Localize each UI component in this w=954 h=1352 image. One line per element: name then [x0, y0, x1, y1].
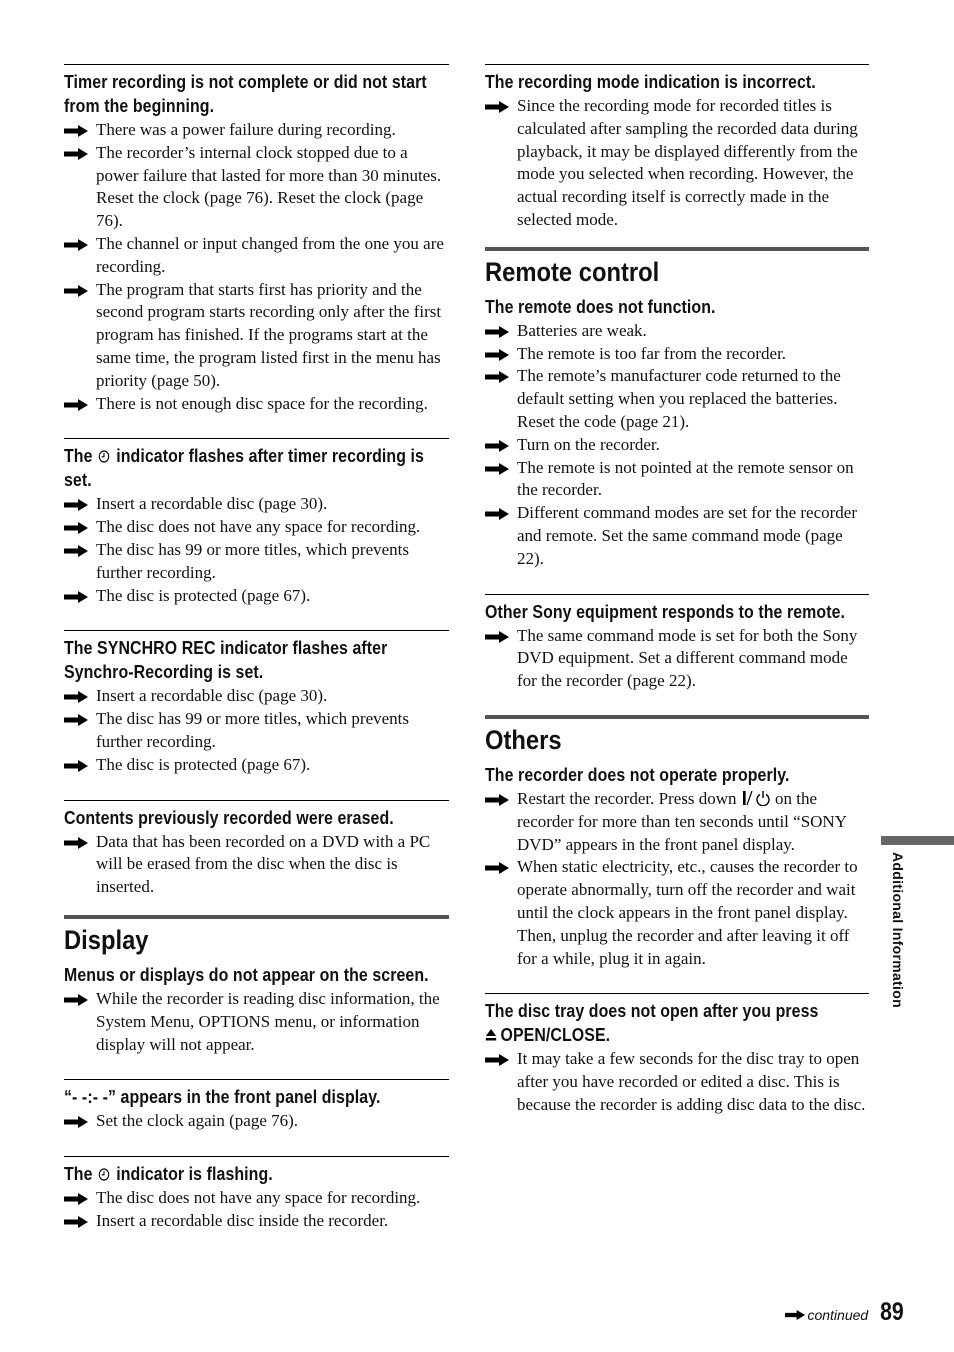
right-arrow-icon	[485, 101, 509, 113]
answer-list	[64, 493, 449, 607]
right-arrow-icon	[64, 499, 88, 511]
answer-item: The disc does not have any space for recording.	[64, 1187, 449, 1210]
right-arrow-icon	[64, 1193, 88, 1205]
issue-title: The disc tray does not open after you press OPEN/CLOSE.	[485, 1000, 819, 1046]
answer-item: While the recorder is reading disc information, the System Menu, OPTIONS menu, or information display will not appear.	[64, 988, 449, 1056]
answer-item: Batteries are weak.	[485, 320, 869, 343]
answer-item: Set the clock again (page 76).	[64, 1110, 449, 1133]
answer-list	[485, 625, 869, 693]
answer-item: The disc has 99 or more titles, which prevents further recording.	[64, 539, 449, 585]
right-arrow-icon	[64, 591, 88, 603]
answer-item: Insert a recordable disc (page 30).	[64, 493, 449, 516]
section-remote-control	[485, 247, 869, 693]
answer-item: The disc is protected (page 67).	[64, 754, 449, 777]
answer-item: There is not enough disc space for the recording.	[64, 393, 449, 416]
issue-title: The indicator flashes after timer recording is set.	[64, 445, 424, 491]
answer-item: Since the recording mode for recorded titles is calculated after sampling the recorded data during playback, it may be displayed differently from the mode you selected when recording. However, the actual recording itself is correctly made in the selected mode.	[485, 95, 869, 232]
issue-title: The remote does not function.	[485, 295, 716, 317]
clock-icon	[99, 1168, 110, 1181]
right-arrow-icon	[64, 148, 88, 160]
right-arrow-icon	[485, 631, 509, 643]
issue-title: Menus or displays do not appear on the screen.	[64, 963, 429, 985]
answer-item: The disc has 99 or more titles, which prevents further recording.	[64, 708, 449, 754]
right-arrow-icon	[485, 463, 509, 475]
issue-title: The SYNCHRO REC indicator flashes after Synchro-Recording is set.	[64, 637, 388, 683]
clock-icon	[99, 450, 110, 463]
answer-item: The channel or input changed from the one you are recording.	[64, 233, 449, 279]
right-arrow-icon	[64, 239, 88, 251]
answer-item: The recorder’s internal clock stopped due to a power failure that lasted for more than 30 minutes. Reset the clock (page 76). Reset the clock (page 76).	[64, 142, 449, 233]
answer-list	[64, 988, 449, 1056]
answer-list	[64, 831, 449, 899]
right-arrow-icon	[485, 1054, 509, 1066]
answer-item: The same command mode is set for both the Sony DVD equipment. Set a different command mode for the recorder (page 22).	[485, 625, 869, 693]
answer-item: Insert a recordable disc (page 30).	[64, 685, 449, 708]
section-title: Remote control	[485, 256, 660, 287]
eject-icon	[485, 1028, 497, 1042]
answer-item: The remote’s manufacturer code returned to the default setting when you replaced the batteries. Reset the code (page 21).	[485, 365, 869, 433]
issue-timer-incomplete	[64, 64, 449, 415]
issue-title: Other Sony equipment responds to the remote.	[485, 600, 846, 622]
answer-item: There was a power failure during recording.	[64, 119, 449, 142]
issue-title: Contents previously recorded were erased.	[64, 806, 394, 828]
answer-item: The disc does not have any space for recording.	[64, 516, 449, 539]
issue-not-operate-properly	[485, 763, 869, 970]
issue-timer-flash	[64, 438, 449, 607]
answer-list	[485, 320, 869, 571]
right-arrow-icon	[485, 371, 509, 383]
issue-other-sony-equipment	[485, 594, 869, 693]
issue-title: “- -:- -” appears in the front panel display.	[64, 1086, 381, 1108]
issue-disc-tray	[485, 993, 869, 1116]
answer-list	[64, 1187, 449, 1233]
answer-item: When static electricity, etc., causes the recorder to operate abnormally, turn off the recorder and wait until the clock appears in the front panel display. Then, unplug the recorder and after leaving it off for a while, plug it in again.	[485, 856, 869, 970]
right-arrow-icon	[64, 522, 88, 534]
answer-item: Insert a recordable disc inside the recorder.	[64, 1210, 449, 1233]
issue-remote-not-function	[485, 295, 869, 571]
right-arrow-icon	[785, 1310, 805, 1320]
answer-item: Data that has been recorded on a DVD with a PC will be erased from the disc when the disc is inserted.	[64, 831, 449, 899]
answer-list	[485, 1048, 869, 1116]
right-arrow-icon	[64, 714, 88, 726]
answer-item: It may take a few seconds for the disc tray to open after you have recorded or edited a disc. This is because the recorder is adding disc data to the disc.	[485, 1048, 869, 1116]
side-section-label: Additional Information	[890, 852, 906, 1008]
right-arrow-icon	[64, 1116, 88, 1128]
issue-timer-indicator-flashing	[64, 1156, 449, 1233]
issue-dashes-display	[64, 1079, 449, 1133]
right-arrow-icon	[485, 862, 509, 874]
answer-list	[485, 788, 869, 970]
answer-list	[64, 685, 449, 776]
right-arrow-icon	[485, 349, 509, 361]
issue-synchro-rec	[64, 630, 449, 776]
right-arrow-icon	[64, 399, 88, 411]
answer-item: Different command modes are set for the recorder and remote. Set the same command mode (page 22).	[485, 502, 869, 570]
right-arrow-icon	[485, 508, 509, 520]
page-number: 89	[880, 1298, 904, 1326]
issue-title: The indicator is flashing.	[64, 1163, 273, 1185]
continued-note: continued	[785, 1307, 868, 1323]
issue-title: The recording mode indication is incorrect.	[485, 71, 816, 92]
answer-item: The remote is too far from the recorder.	[485, 343, 869, 366]
answer-list	[485, 95, 869, 232]
right-arrow-icon	[64, 691, 88, 703]
answer-item: Restart the recorder. Press down on the recorder for more than ten seconds until “SONY DVD” appears in the front panel display.	[485, 788, 869, 856]
answer-list	[64, 1110, 449, 1133]
right-arrow-icon	[64, 545, 88, 557]
issue-menus-not-appear	[64, 963, 449, 1056]
power-icon	[741, 790, 771, 806]
answer-item: The program that starts first has priority and the second program starts recording only after the first program has finished. If the programs start at the same time, the program listed first in the menu has priority (page 50).	[64, 279, 449, 393]
right-arrow-icon	[64, 994, 88, 1006]
answer-list	[64, 119, 449, 415]
issue-contents-erased	[64, 800, 449, 899]
section-tab-marker	[881, 836, 954, 845]
section-title: Display	[64, 924, 149, 955]
issue-recording-mode	[485, 64, 869, 232]
section-title: Others	[485, 724, 562, 755]
right-arrow-icon	[64, 760, 88, 772]
answer-item: The remote is not pointed at the remote sensor on the recorder.	[485, 457, 869, 503]
right-arrow-icon	[64, 285, 88, 297]
issue-title: The recorder does not operate properly.	[485, 763, 790, 785]
left-column	[64, 64, 449, 1233]
issue-title: Timer recording is not complete or did not start from the beginning.	[64, 71, 427, 116]
right-arrow-icon	[64, 837, 88, 849]
answer-item: The disc is protected (page 67).	[64, 585, 449, 608]
answer-item: Turn on the recorder.	[485, 434, 869, 457]
right-arrow-icon	[485, 440, 509, 452]
right-arrow-icon	[485, 326, 509, 338]
right-arrow-icon	[485, 794, 509, 806]
right-arrow-icon	[64, 125, 88, 137]
section-display	[64, 915, 449, 1233]
right-arrow-icon	[64, 1216, 88, 1228]
section-others	[485, 715, 869, 1117]
page-footer	[785, 1298, 906, 1327]
right-column	[485, 64, 869, 1117]
